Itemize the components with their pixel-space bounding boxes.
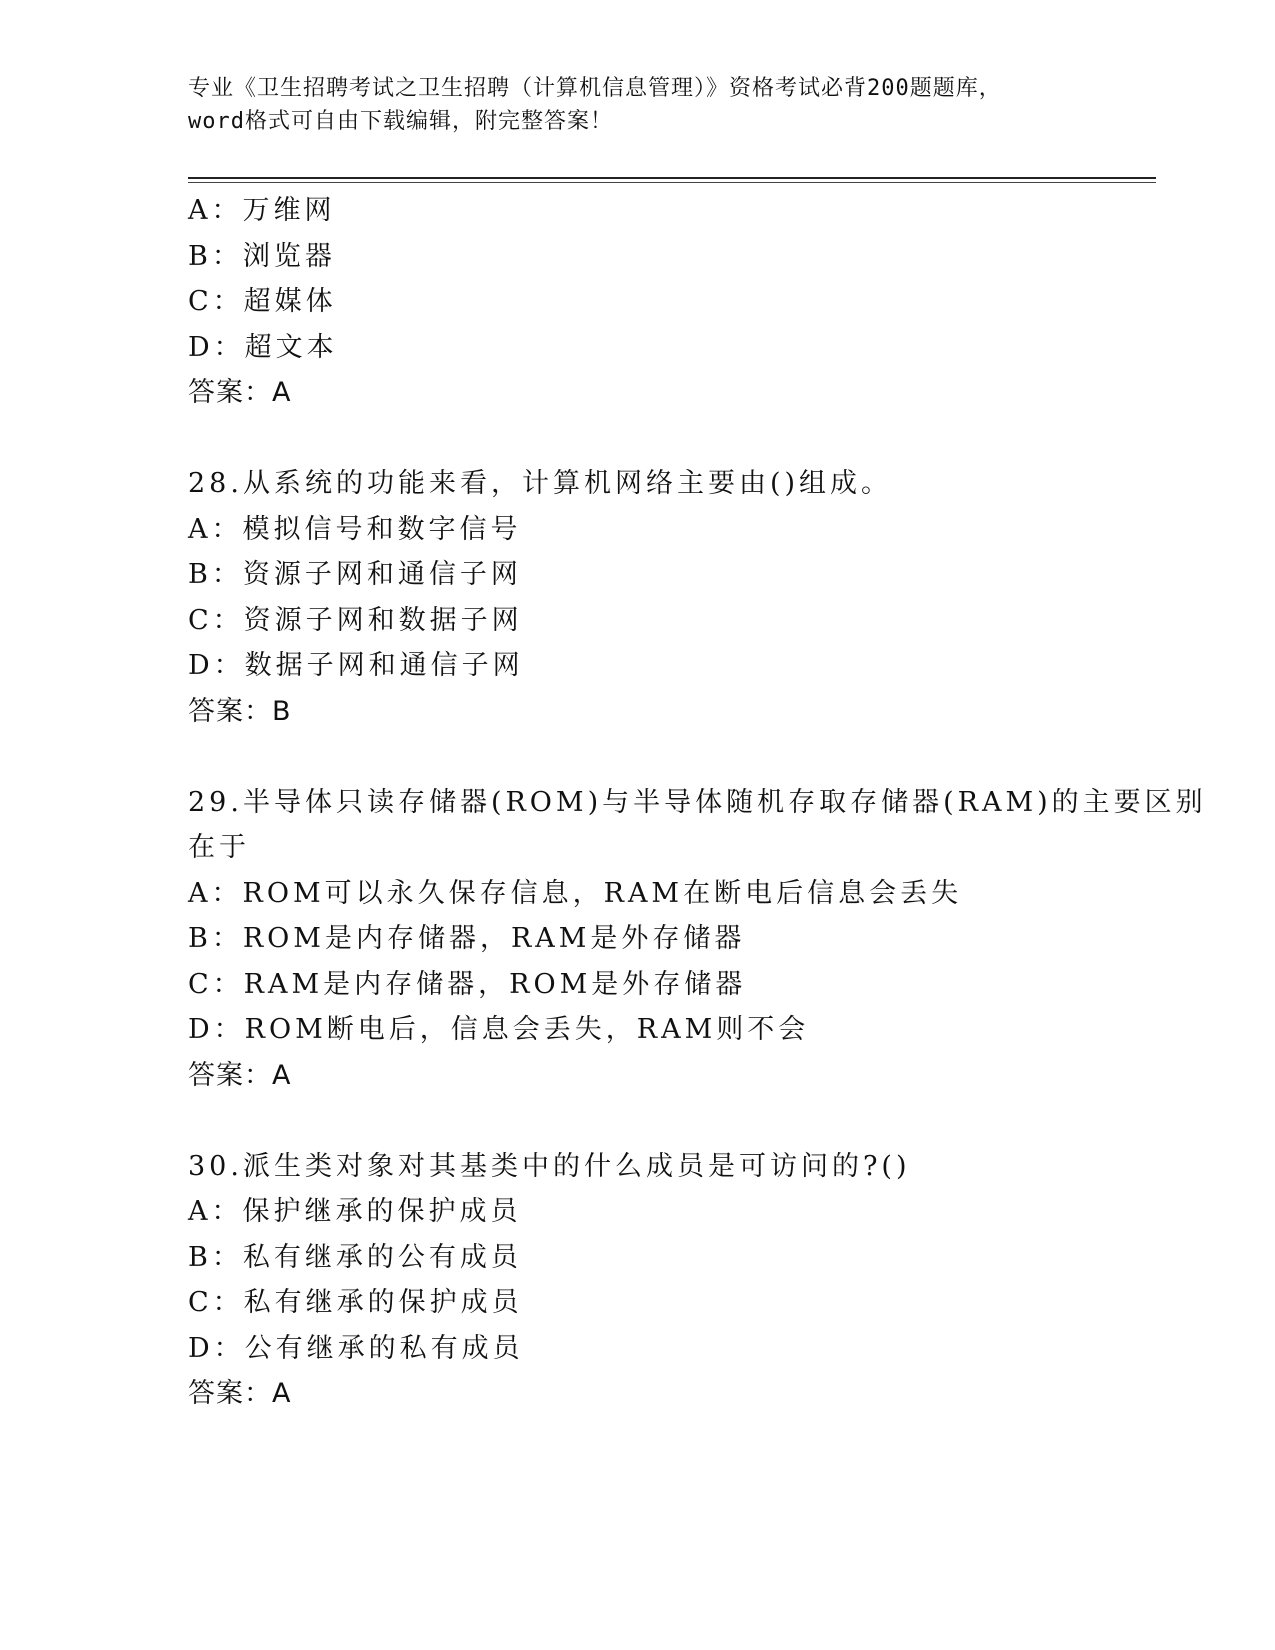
option-c: C：超媒体 <box>188 286 337 317</box>
option-d: D：ROM断电后，信息会丢失，RAM则不会 <box>188 1014 810 1045</box>
answer: 答案：B <box>188 695 292 727</box>
header-divider-thick <box>188 177 1156 179</box>
header-line-2: word格式可自由下载编辑，附完整答案！ <box>188 109 613 134</box>
spacer <box>188 1098 1088 1144</box>
option-b: B：浏览器 <box>188 240 336 272</box>
spacer <box>188 416 1088 462</box>
question-30 <box>188 1144 1088 1417</box>
option-b: B：ROM是内存储器，RAM是外存储器 <box>188 923 746 954</box>
question-list <box>188 188 1207 1417</box>
header-line-1: 专业《卫生招聘考试之卫生招聘（计算机信息管理）》资格考试必背200题题库， <box>188 76 1002 101</box>
answer: 答案：A <box>188 1059 292 1091</box>
option-a: A：模拟信号和数字信号 <box>188 513 522 545</box>
question-28 <box>188 461 1088 734</box>
option-b: B：资源子网和通信子网 <box>188 559 522 590</box>
option-a: A：保护继承的保护成员 <box>188 1196 522 1227</box>
question-27 <box>188 188 1088 416</box>
option-a: A：ROM可以永久保存信息，RAM在断电后信息会丢失 <box>188 877 963 909</box>
answer: 答案：A <box>188 377 292 408</box>
question-text: 30.派生类对象对其基类中的什么成员是可访问的?() <box>188 1150 911 1182</box>
question-29 <box>188 780 1207 1099</box>
option-d: D：公有继承的私有成员 <box>188 1332 524 1364</box>
question-text: 29.半导体只读存储器(ROM)与半导体随机存取存储器(RAM)的主要区别 <box>188 786 1207 818</box>
question-text: 28.从系统的功能来看，计算机网络主要由()组成。 <box>188 468 893 499</box>
option-c: C：RAM是内存储器，ROM是外存储器 <box>188 968 747 1000</box>
answer: 答案：A <box>188 1378 292 1409</box>
option-d: D：数据子网和通信子网 <box>188 650 524 681</box>
option-a: A：万维网 <box>188 195 336 226</box>
option-d: D：超文本 <box>188 331 338 363</box>
document-header <box>188 72 1088 138</box>
spacer <box>188 734 1088 780</box>
option-b: B：私有继承的公有成员 <box>188 1241 522 1273</box>
option-c: C：资源子网和数据子网 <box>188 604 523 636</box>
question-text-continued: 在于 <box>188 832 250 863</box>
option-c: C：私有继承的保护成员 <box>188 1287 523 1318</box>
header-divider-thin <box>188 182 1156 183</box>
